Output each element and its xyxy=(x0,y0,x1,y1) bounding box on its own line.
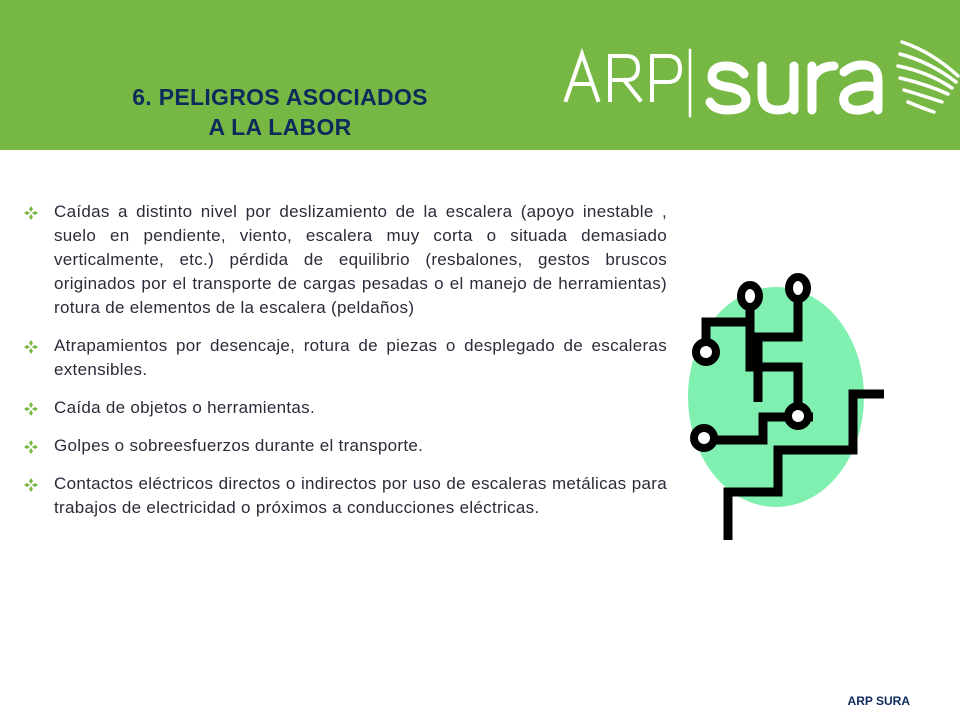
diamond-bullet-icon xyxy=(24,396,54,420)
diamond-bullet-icon xyxy=(24,434,54,458)
diamond-bullet-icon xyxy=(24,334,54,358)
list-item xyxy=(24,472,667,520)
diamond-bullet-icon xyxy=(24,200,54,224)
list-item xyxy=(24,396,667,420)
page-title-line1: 6. PELIGROS ASOCIADOS xyxy=(132,84,428,110)
page-title-line2: A LA LABOR xyxy=(208,114,352,140)
header-banner xyxy=(0,0,960,150)
page-title xyxy=(60,82,500,142)
circuit-icon xyxy=(688,272,888,542)
list-item-text: Contactos eléctricos directos o indirectos por uso de escaleras metálicas para trabajos de electricidad o próximos a conducciones eléctricas. xyxy=(54,474,667,517)
hazard-list xyxy=(24,200,667,534)
list-item-text: Caída de objetos o herramientas. xyxy=(54,398,315,417)
list-item xyxy=(24,334,667,382)
list-item xyxy=(24,200,667,320)
footer-brand: ARP SURA xyxy=(847,694,910,708)
list-item xyxy=(24,434,667,458)
list-item-text: Caídas a distinto nivel por deslizamiento de la escalera (apoyo inestable , suelo en pendiente, viento, escalera muy corta o situada demasiado verticalmente, etc.) pérdida de equilibrio (resbalones, gestos bruscos originados por el transporte de cargas pesadas o el manejo de herramientas) rotura de elementos de la escalera (peldaños) xyxy=(54,202,667,317)
arp-sura-logo xyxy=(560,32,960,132)
diamond-bullet-icon xyxy=(24,472,54,496)
list-item-text: Atrapamientos por desencaje, rotura de piezas o desplegado de escaleras extensibles. xyxy=(54,336,667,379)
list-item-text: Golpes o sobreesfuerzos durante el transporte. xyxy=(54,436,424,455)
